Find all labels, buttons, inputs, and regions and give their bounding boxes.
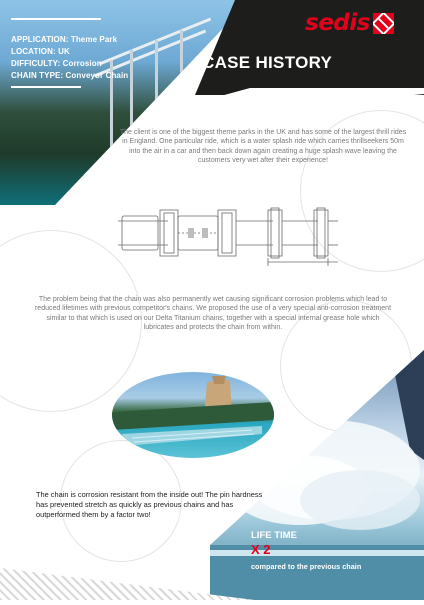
application-value: Theme Park	[70, 35, 118, 44]
chain-type-value: Conveyor Chain	[65, 71, 129, 80]
logo-chain-icon	[373, 13, 394, 34]
difficulty-value: Corrosion	[62, 59, 102, 68]
intro-paragraph: The client is one of the biggest theme parks in the UK and has some of the largest thrill rides in England. One particular ride, which is a water splash ride which carries thrillseekers 50m into the air in a car and then back down again creating a huge splash wave leaving the customers very wet after their experience!	[119, 129, 407, 165]
difficulty-label: DIFFICULTY:	[11, 59, 61, 68]
lifetime-note: compared to the previous chain	[251, 562, 362, 571]
result-paragraph: The chain is corrosion resistant from the inside out! The pin hardness has prevented stretch as quickly as previous chains and has outperformed them by a factor two!	[36, 490, 263, 519]
chain-type-label: CHAIN TYPE:	[11, 71, 64, 80]
chain-type-line	[11, 71, 128, 80]
application-line	[11, 35, 117, 44]
chain-diagram	[118, 200, 338, 270]
sedis-logo	[305, 10, 394, 36]
solution-paragraph: The problem being that the chain was also permanently wet causing significant corrosion problems which lead to reduced lifetimes with previous competitor's chains. We proposed the use of a very special anti-corrosion treatment similar to that which is used on our Delta Titanium chains, together with a special internal grease hole which lubricates and protects the chain from within.	[34, 296, 392, 332]
location-label: LOCATION:	[11, 47, 56, 56]
divider	[11, 86, 81, 88]
page-title: CASE HISTORY	[202, 53, 333, 72]
water-ride-photo	[112, 372, 274, 458]
location-line	[11, 47, 70, 56]
location-value: UK	[58, 47, 70, 56]
lifetime-value: X 2	[251, 542, 271, 557]
divider	[11, 18, 101, 20]
difficulty-line	[11, 59, 102, 68]
application-label: APPLICATION:	[11, 35, 69, 44]
logo-wordmark: sedis	[305, 10, 370, 36]
lifetime-label: LIFE TIME	[251, 530, 297, 541]
